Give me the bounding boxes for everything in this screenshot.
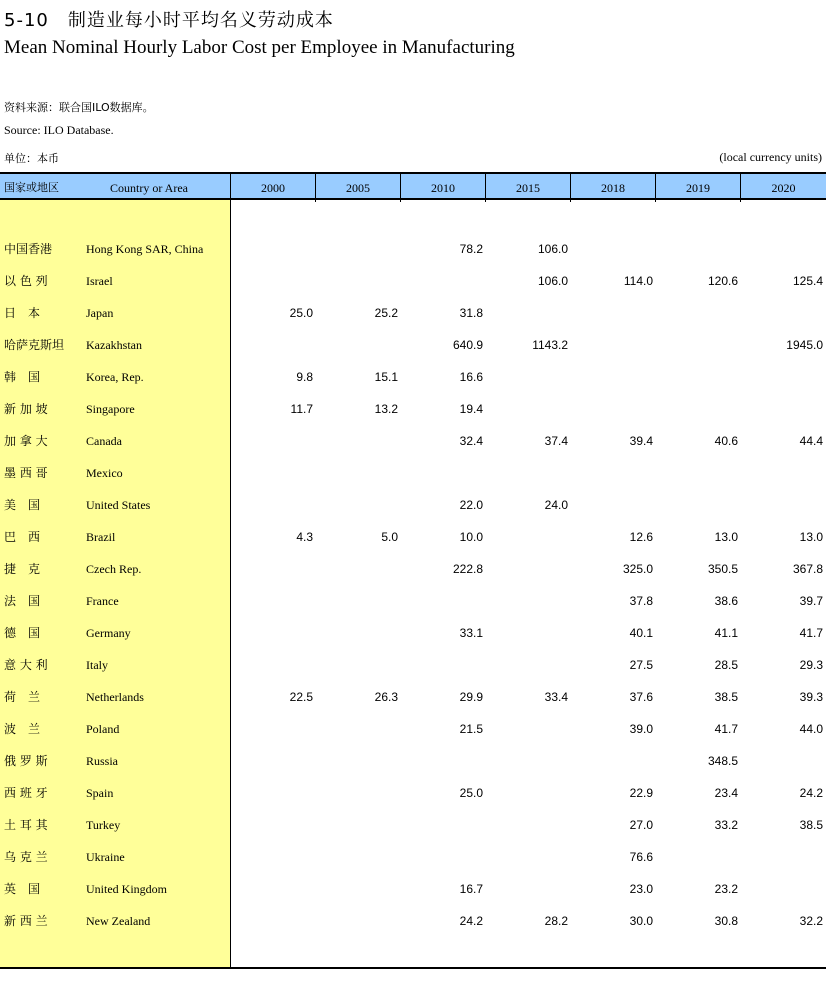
value-cell-2015 <box>498 655 568 675</box>
value-cell-2005 <box>328 463 398 483</box>
value-cell-2020: 32.2 <box>799 914 823 928</box>
value-cell-2000: 22.5 <box>289 690 313 704</box>
value-cell-2015 <box>498 751 568 771</box>
value-cell-2020: 39.7 <box>799 594 823 608</box>
value-cell-2010: 24.2 <box>459 914 483 928</box>
value-cell-2018: 325.0 <box>622 562 653 576</box>
value-cell-2019 <box>668 239 738 259</box>
value-cell-2010: 25.0 <box>459 786 483 800</box>
value-cell-2019 <box>668 847 738 867</box>
value-cell-2015: 106.0 <box>537 274 568 288</box>
value-cell-2020: 24.2 <box>799 786 823 800</box>
country-name-en: Brazil <box>86 530 116 544</box>
country-name-cn: 美 国 <box>4 498 41 512</box>
value-cell-2015 <box>498 463 568 483</box>
table-row <box>0 271 826 291</box>
value-cell-2019: 348.5 <box>707 754 738 768</box>
country-name-en: Russia <box>86 754 119 768</box>
country-name-cn: 土 耳 其 <box>4 818 48 832</box>
value-cell-2018: 22.9 <box>629 786 653 800</box>
value-cell-2005 <box>328 559 398 579</box>
value-cell-2005 <box>328 239 398 259</box>
table-row <box>0 527 826 547</box>
value-cell-2000: 25.0 <box>289 306 313 320</box>
value-cell-2015 <box>498 847 568 867</box>
value-cell-2010 <box>413 271 483 291</box>
value-cell-2015: 106.0 <box>537 242 568 256</box>
value-cell-2010: 21.5 <box>459 722 483 736</box>
value-cell-2000: 9.8 <box>296 370 313 384</box>
value-cell-2005 <box>328 847 398 867</box>
country-name-cn: 巴 西 <box>4 530 41 544</box>
value-cell-2019: 350.5 <box>707 562 738 576</box>
value-cell-2000: 4.3 <box>296 530 313 544</box>
table-row <box>0 783 826 803</box>
value-cell-2019 <box>668 367 738 387</box>
table-row <box>0 495 826 515</box>
value-cell-2000 <box>243 271 313 291</box>
value-cell-2020: 39.3 <box>799 690 823 704</box>
value-cell-2019 <box>668 303 738 323</box>
value-cell-2015: 28.2 <box>544 914 568 928</box>
value-cell-2018: 76.6 <box>629 850 653 864</box>
country-name-cn: 法 国 <box>4 594 41 608</box>
value-cell-2018: 27.0 <box>629 818 653 832</box>
value-cell-2010: 29.9 <box>459 690 483 704</box>
value-cell-2019 <box>668 399 738 419</box>
value-cell-2000 <box>243 815 313 835</box>
value-cell-2010: 33.1 <box>459 626 483 640</box>
data-table <box>0 172 826 969</box>
country-name-en: Japan <box>86 306 114 320</box>
value-cell-2015 <box>498 367 568 387</box>
value-cell-2015 <box>498 399 568 419</box>
value-cell-2018 <box>583 239 653 259</box>
value-cell-2015 <box>498 879 568 899</box>
value-cell-2019: 38.5 <box>714 690 738 704</box>
value-cell-2005: 15.1 <box>374 370 398 384</box>
value-cell-2015 <box>498 591 568 611</box>
country-name-en: Kazakhstan <box>86 338 142 352</box>
value-cell-2010 <box>413 847 483 867</box>
value-cell-2020: 125.4 <box>792 274 823 288</box>
country-name-en: Turkey <box>86 818 121 832</box>
value-cell-2010 <box>413 751 483 771</box>
table-row <box>0 687 826 707</box>
unit-cn: 单位：本币 <box>4 152 59 165</box>
header-year-2020: 2020 <box>771 181 796 195</box>
value-cell-2010: 16.7 <box>459 882 483 896</box>
value-cell-2019 <box>668 335 738 355</box>
table-row <box>0 335 826 355</box>
value-cell-2020 <box>753 367 823 387</box>
unit-en: (local currency units) <box>719 150 822 164</box>
country-name-cn: 哈萨克斯坦 <box>4 338 65 352</box>
value-cell-2020: 44.4 <box>799 434 823 448</box>
country-name-en: Italy <box>86 658 108 672</box>
value-cell-2019 <box>668 463 738 483</box>
table-row <box>0 815 826 835</box>
table-row <box>0 591 826 611</box>
header-year-2019: 2019 <box>686 181 710 195</box>
table-row <box>0 239 826 259</box>
value-cell-2005 <box>328 719 398 739</box>
country-name-en: United States <box>86 498 151 512</box>
country-name-en: France <box>86 594 119 608</box>
value-cell-2020 <box>753 879 823 899</box>
value-cell-2005 <box>328 751 398 771</box>
value-cell-2010 <box>413 591 483 611</box>
value-cell-2019: 33.2 <box>714 818 738 832</box>
value-cell-2015 <box>498 719 568 739</box>
value-cell-2018: 23.0 <box>629 882 653 896</box>
value-cell-2018: 37.6 <box>629 690 653 704</box>
table-row <box>0 367 826 387</box>
value-cell-2020: 38.5 <box>799 818 823 832</box>
table-row <box>0 559 826 579</box>
table-row <box>0 399 826 419</box>
country-name-cn: 波 兰 <box>4 722 41 736</box>
country-name-en: Mexico <box>86 466 123 480</box>
value-cell-2000 <box>243 847 313 867</box>
value-cell-2000 <box>243 463 313 483</box>
header-country-en: Country or Area <box>110 181 188 195</box>
country-name-cn: 乌 克 兰 <box>4 850 48 864</box>
value-cell-2020: 29.3 <box>799 658 823 672</box>
country-name-en: Singapore <box>86 402 135 416</box>
table-row <box>0 719 826 739</box>
value-cell-2010: 16.6 <box>459 370 483 384</box>
value-cell-2000 <box>243 495 313 515</box>
value-cell-2015: 24.0 <box>544 498 568 512</box>
table-row <box>0 879 826 899</box>
table-header <box>0 172 826 200</box>
value-cell-2020 <box>753 399 823 419</box>
value-cell-2005: 26.3 <box>374 690 398 704</box>
value-cell-2020 <box>753 751 823 771</box>
value-cell-2010: 19.4 <box>459 402 483 416</box>
value-cell-2015: 33.4 <box>544 690 568 704</box>
value-cell-2010 <box>413 655 483 675</box>
value-cell-2005: 25.2 <box>374 306 398 320</box>
value-cell-2010: 32.4 <box>459 434 483 448</box>
country-name-cn: 新 加 坡 <box>4 402 48 416</box>
value-cell-2010: 31.8 <box>459 306 483 320</box>
country-name-en: Korea, Rep. <box>86 370 144 384</box>
value-cell-2015: 37.4 <box>544 434 568 448</box>
table-bottom-rule <box>0 967 826 969</box>
value-cell-2000 <box>243 655 313 675</box>
value-cell-2019: 28.5 <box>714 658 738 672</box>
value-cell-2000: 11.7 <box>290 402 313 416</box>
value-cell-2018: 114.0 <box>623 274 653 288</box>
value-cell-2020: 13.0 <box>799 530 823 544</box>
value-cell-2010 <box>413 815 483 835</box>
value-cell-2020 <box>753 495 823 515</box>
value-cell-2010: 22.0 <box>459 498 483 512</box>
value-cell-2005 <box>328 911 398 931</box>
value-cell-2018: 39.4 <box>629 434 653 448</box>
value-cell-2010: 78.2 <box>459 242 483 256</box>
value-cell-2005 <box>328 655 398 675</box>
value-cell-2015 <box>498 559 568 579</box>
value-cell-2018: 30.0 <box>629 914 653 928</box>
country-name-en: Czech Rep. <box>86 562 142 576</box>
table-row <box>0 911 826 931</box>
value-cell-2000 <box>243 239 313 259</box>
country-name-en: United Kingdom <box>86 882 167 896</box>
value-cell-2020 <box>753 847 823 867</box>
value-cell-2018: 40.1 <box>629 626 653 640</box>
value-cell-2010 <box>413 463 483 483</box>
value-cell-2020: 367.8 <box>792 562 823 576</box>
value-cell-2015 <box>498 527 568 547</box>
table-row <box>0 431 826 451</box>
value-cell-2000 <box>243 431 313 451</box>
value-cell-2000 <box>243 559 313 579</box>
value-cell-2018 <box>583 463 653 483</box>
header-year-2015: 2015 <box>516 181 540 195</box>
value-cell-2000 <box>243 879 313 899</box>
country-name-cn: 意 大 利 <box>4 658 48 672</box>
header-year-2018: 2018 <box>601 181 625 195</box>
value-cell-2005 <box>328 815 398 835</box>
header-year-2005: 2005 <box>346 181 370 195</box>
value-cell-2019: 41.7 <box>714 722 738 736</box>
value-cell-2018 <box>583 751 653 771</box>
value-cell-2019: 30.8 <box>714 914 738 928</box>
value-cell-2015 <box>498 783 568 803</box>
value-cell-2010: 222.8 <box>452 562 483 576</box>
country-name-cn: 西 班 牙 <box>4 786 48 800</box>
value-cell-2005 <box>328 879 398 899</box>
value-cell-2005: 5.0 <box>381 530 398 544</box>
country-name-en: Hong Kong SAR, China <box>86 242 204 256</box>
value-cell-2005: 13.2 <box>374 402 398 416</box>
value-cell-2000 <box>243 911 313 931</box>
value-cell-2019: 23.4 <box>714 786 738 800</box>
value-cell-2000 <box>243 751 313 771</box>
value-cell-2018: 39.0 <box>629 722 653 736</box>
value-cell-2010: 640.9 <box>452 338 483 352</box>
value-cell-2019: 120.6 <box>707 274 738 288</box>
value-cell-2005 <box>328 623 398 643</box>
country-name-en: Germany <box>86 626 131 640</box>
value-cell-2000 <box>243 623 313 643</box>
country-name-cn: 韩 国 <box>4 370 41 384</box>
country-name-cn: 日 本 <box>4 306 41 320</box>
value-cell-2005 <box>328 495 398 515</box>
value-cell-2015: 1143.2 <box>532 338 568 352</box>
header-year-2000: 2000 <box>261 181 285 195</box>
table-row <box>0 463 826 483</box>
table-row <box>0 303 826 323</box>
country-name-cn: 捷 克 <box>4 562 41 576</box>
value-cell-2018 <box>583 495 653 515</box>
value-cell-2000 <box>243 719 313 739</box>
table-row <box>0 847 826 867</box>
value-cell-2005 <box>328 591 398 611</box>
table-row <box>0 655 826 675</box>
value-cell-2018: 12.6 <box>629 530 653 544</box>
table-row <box>0 751 826 771</box>
value-cell-2000 <box>243 335 313 355</box>
country-name-cn: 中国香港 <box>4 242 53 256</box>
value-cell-2020: 44.0 <box>799 722 823 736</box>
value-cell-2018 <box>583 399 653 419</box>
country-name-en: Netherlands <box>86 690 144 704</box>
country-name-en: Ukraine <box>86 850 125 864</box>
value-cell-2005 <box>328 335 398 355</box>
country-name-cn: 荷 兰 <box>4 690 41 704</box>
country-name-cn: 俄 罗 斯 <box>4 754 48 768</box>
value-cell-2020: 1945.0 <box>786 338 823 352</box>
country-name-cn: 墨 西 哥 <box>4 466 48 480</box>
country-name-en: Poland <box>86 722 120 736</box>
value-cell-2018 <box>583 367 653 387</box>
country-name-cn: 新 西 兰 <box>4 914 48 928</box>
table-row <box>0 623 826 643</box>
value-cell-2018: 27.5 <box>629 658 653 672</box>
value-cell-2019: 40.6 <box>714 434 738 448</box>
value-cell-2005 <box>328 271 398 291</box>
country-name-cn: 德 国 <box>4 626 41 640</box>
header-country-cn: 国家或地区 <box>4 181 59 194</box>
source-cn: 资料来源：联合国ILO数据库。 <box>4 101 154 114</box>
country-name-en: Israel <box>86 274 113 288</box>
country-name-cn: 英 国 <box>4 882 41 896</box>
value-cell-2020 <box>753 303 823 323</box>
value-cell-2019: 41.1 <box>714 626 738 640</box>
value-cell-2018 <box>583 303 653 323</box>
value-cell-2015 <box>498 623 568 643</box>
value-cell-2005 <box>328 431 398 451</box>
value-cell-2020 <box>753 463 823 483</box>
value-cell-2019 <box>668 495 738 515</box>
country-name-en: Spain <box>86 786 114 800</box>
value-cell-2020: 41.7 <box>799 626 823 640</box>
value-cell-2005 <box>328 783 398 803</box>
country-name-en: Canada <box>86 434 122 448</box>
value-cell-2020 <box>753 239 823 259</box>
value-cell-2019: 38.6 <box>714 594 738 608</box>
value-cell-2000 <box>243 591 313 611</box>
country-name-en: New Zealand <box>86 914 151 928</box>
value-cell-2000 <box>243 783 313 803</box>
value-cell-2010: 10.0 <box>459 530 483 544</box>
value-cell-2018 <box>583 335 653 355</box>
country-name-cn: 以 色 列 <box>4 274 48 288</box>
country-name-cn: 加 拿 大 <box>4 434 48 448</box>
title-cn: 5-10 制造业每小时平均名义劳动成本 <box>4 10 334 31</box>
value-cell-2015 <box>498 303 568 323</box>
value-cell-2019: 13.0 <box>714 530 738 544</box>
source-en: Source: ILO Database. <box>4 123 114 137</box>
header-year-2010: 2010 <box>431 181 455 195</box>
value-cell-2018: 37.8 <box>629 594 653 608</box>
value-cell-2015 <box>498 815 568 835</box>
value-cell-2019: 23.2 <box>714 882 738 896</box>
title-en: Mean Nominal Hourly Labor Cost per Employee in Manufacturing <box>4 37 515 58</box>
